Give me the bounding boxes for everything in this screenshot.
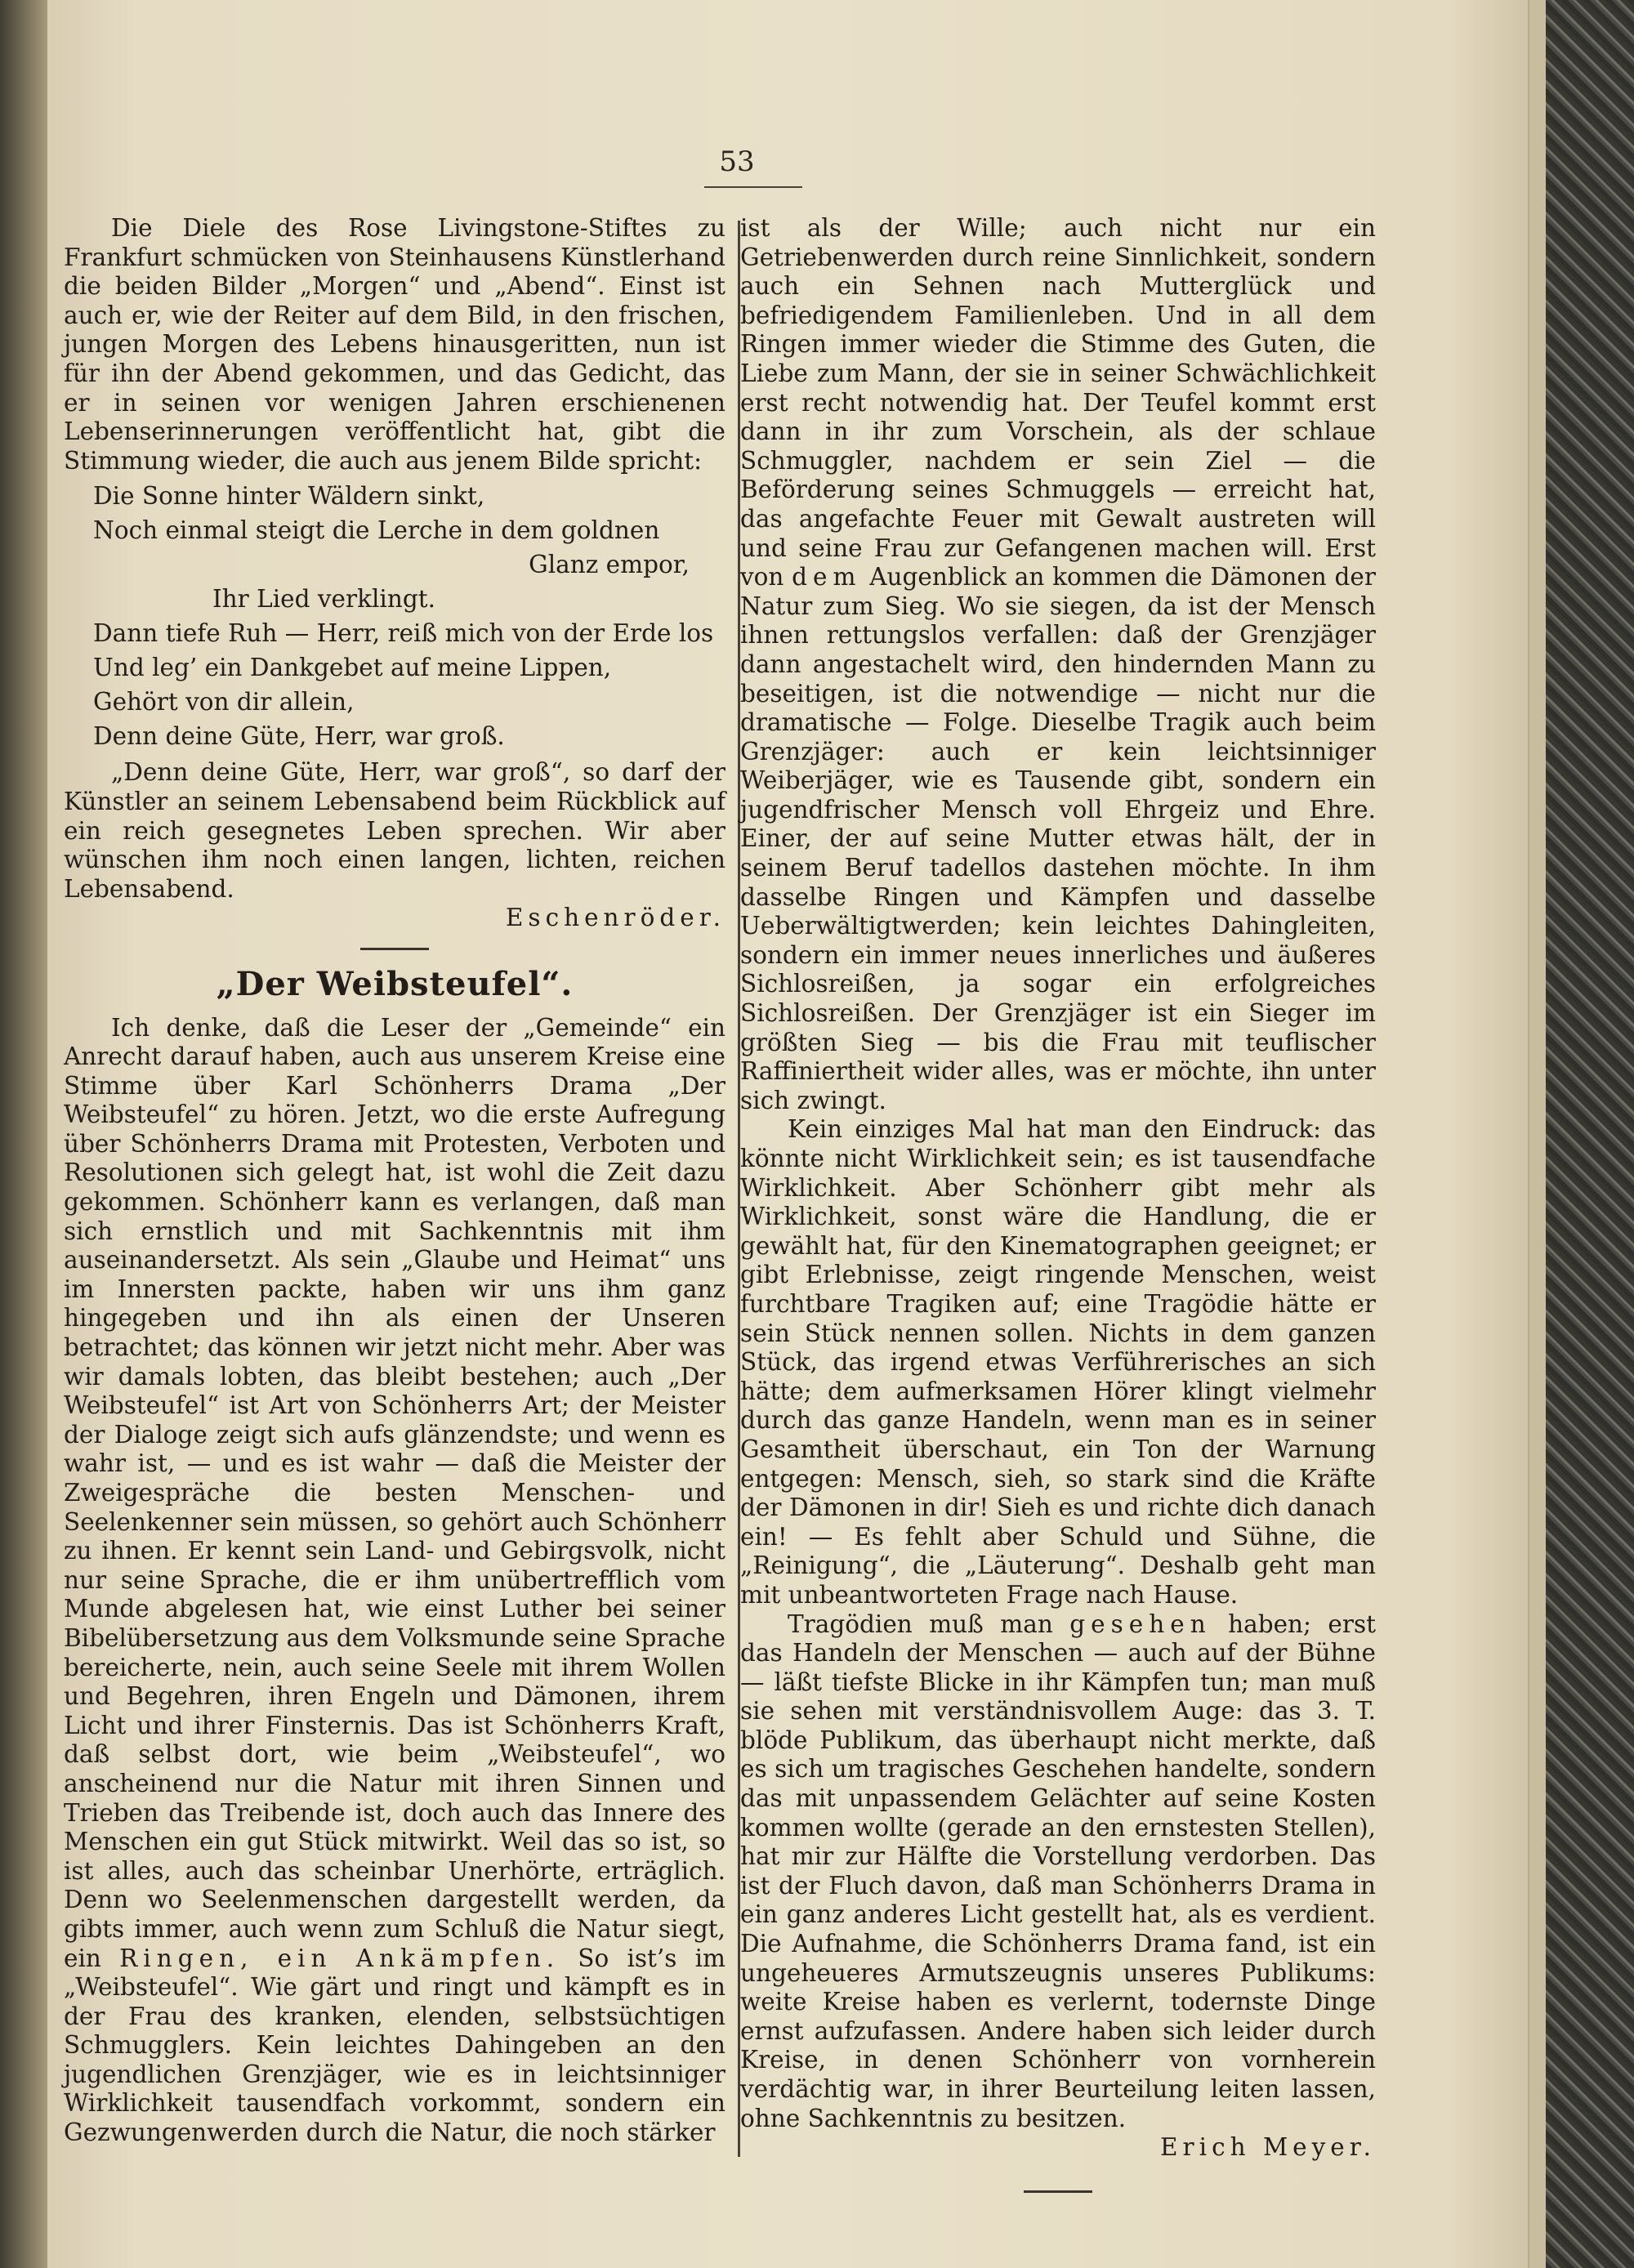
poem [64, 479, 725, 753]
book-binding [0, 0, 47, 2268]
poem-line: Glanz empor, [529, 551, 690, 579]
author-signature: Erich Meyer. [1160, 2133, 1376, 2162]
poem-line: Gehört von dir allein, [93, 688, 355, 717]
article-paragraph [64, 1014, 725, 2148]
paragraph-text: haben; erst das Handeln der Menschen — auch auf der Bühne — läßt tiefste Blicke in ihr Kämpfen tun; man muß sie sehen mit verständnisvollem Auge: das 3. T. blöde Publikum, das überhaupt nicht merkte, daß es sich um tragisches Geschehen handelte, sondern das mit unpassendem Gelächter auf seine Kosten kommen wollte (gerade an den ernstesten Stellen), hat mir zur Hälfte die Vorstellung verdorben. Das ist der Fluch davon, daß man Schönherrs Drama in ein ganz anderes Licht gestellt hat, als es verdient. Die Aufnahme, die Schönherrs Drama fand, ist ein ungeheueres Armutszeugnis unseres Publikums: weite Kreise haben es verlernt, todernste Dinge ernst aufzufassen. Andere haben sich leider durch Kreise, in denen Schönherr von vornherein verdächtig war, in ihrer Beurteilung leiten lassen, ohne Sachkenntnis zu besitzen. [740, 1609, 1376, 2132]
paragraph-text: ist als der Wille; auch nicht nur ein Getriebenwerden durch reine Sinnlichkeit, sondern auch ein Sehnen nach Mutterglück und befriedigendem Familienleben. Und in all dem Ringen immer wieder die Stimme des Guten, die Liebe zum Mann, der sie in seiner Schwächlichkeit erst recht notwendig hat. Der Teufel kommt erst dann in ihr zum Vorschein, als der schlaue Schmuggler, nachdem er sein Ziel — die Beförderung seines Schmuggels — erreicht hat, das angefachte Feuer mit Gewalt austreten will und seine Frau zur Gefangenen machen will. Erst von [740, 214, 1376, 592]
intro-paragraph: Die Diele des Rose Livingstone-Stiftes zu Frankfurt schmücken von Steinhausens Künstlerhand die beiden Bilder „Morgen“ und „Abend“. Einst ist auch er, wie der Reiter auf dem Bild, in den frischen, jungen Morgen des Lebens hinausgeritten, nun ist für ihn der Abend gekommen, und das Gedicht, das er in seinen vor wenigen Jahren erschienenen Lebenserinnerungen veröffentlicht hat, gibt die Stimmung wieder, die auch aus jenem Bilde spricht: [64, 214, 725, 475]
spaced-emphasis: dem [792, 563, 862, 592]
author-signature: Eschenröder. [505, 904, 725, 932]
paragraph: Kein einziges Mal hat man den Eindruck: das könnte nicht Wirklichkeit sein; es ist tausendfache Wirklichkeit. Aber Schönherr gibt mehr als Wirklichkeit, sonst wäre die Handlung, die er gewählt hat, für den Kinematographen geeignet; er gibt Erlebnisse, zeigt ringende Menschen, weist furchtbare Tragiken auf; eine Tragödie hätte er sein Stück nennen sollen. Nichts in dem ganzen Stück, das irgend etwas Verführerisches an sich hätte; dem aufmerksamen Hörer klingt vielmehr durch das ganze Handeln, wenn man es in seiner Gesamtheit überschaut, ein Ton der Warnung entgegen: Mensch, sieh, so stark sind die Kräfte der Dämonen in dir! Sieh es und richte dich danach ein! — Es fehlt aber Schuld und Sühne, die „Reinigung“, die „Läuterung“. Deshalb geht man mit unbeantworteten Frage nach Hause. [740, 1115, 1376, 1609]
poem-line: Und leg’ ein Dankgebet auf meine Lippen, [93, 654, 612, 682]
poem-line: Dann tiefe Ruh — Herr, reiß mich von der Erde los [93, 619, 714, 648]
spaced-emphasis: Ringen, ein Ankämpfen. [119, 1944, 560, 1972]
paragraph-text: Augenblick an kommen die Dämonen der Natur zum Sieg. Wo sie siegen, da ist der Mensch ihnen rettungslos verfallen: daß der Grenzjäger dann angestachelt wird, den hindernden Mann zu beseitigen, ist die notwendige — nicht nur die dramatische — Folge. Dieselbe Tragik auch beim Grenzjäger: auch er kein leichtsinniger Weiberjäger, wie es Tausende gibt, sondern ein jugendfrischer Mensch voll Ehrgeiz und Ehre. Einer, der auf seine Mutter etwas hält, der in seinem Beruf tadellos dastehen möchte. In ihm dasselbe Ringen und Kämpfen und dasselbe Ueberwältigtwerden; kein leichtes Dahingleiten, sondern ein immer neues innerliches und äußeres Sichlosreißen, ja sogar ein erfolgreiches Sichlosreißen. Der Grenzjäger ist ein Sieger im größten Sieg — bis die Frau mit teuflischer Raffiniertheit wider alles, was er möchte, ihn unter sich zwingt. [740, 563, 1376, 1114]
paragraph [740, 1610, 1376, 2163]
article-title: „Der Weibsteufel“. [216, 964, 574, 1003]
end-divider [1024, 2190, 1092, 2193]
closing-text: „Denn deine Güte, Herr, war groß“, so darf der Künstler an seinem Lebensabend beim Rückblick auf ein reich gesegnetes Leben sprechen. Wir aber wünschen ihm noch einen langen, lichten, reichen Lebensabend. [64, 758, 725, 903]
section-divider [360, 948, 429, 950]
continued-paragraph [740, 214, 1376, 1115]
spaced-emphasis: gesehen [1069, 1609, 1212, 1638]
closing-paragraph [64, 758, 725, 933]
poem-line: Noch einmal steigt die Lerche in dem goldnen [93, 516, 660, 545]
article-text: Ich denke, daß die Leser der „Gemeinde“ ein Anrecht darauf haben, auch aus unserem Kreise eine Stimme über Karl Schönherrs Drama „Der Weibsteufel“ zu hören. Jetzt, wo die erste Aufregung über Schönherrs Drama mit Protesten, Verboten und Resolutionen sich gelegt hat, ist wohl die Zeit dazu gekommen. Schönherr kann es verlangen, daß man sich ernstlich und mit Sachkenntnis mit ihm auseinandersetzt. Als sein „Glaube und Heimat“ uns im Innersten packte, haben wir uns ihm ganz hingegeben und ihn als einen der Unseren betrachtet; das können wir jetzt nicht mehr. Aber was wir damals lobten, das bleibt bestehen; auch „Der Weibsteufel“ ist Art von Schönherrs Art; der Meister der Dialoge zeigt sich aufs glänzendste; und wenn es wahr ist, — und es ist wahr — daß die Meister der Zweigesprächе die besten Menschen- und Seelenkenner sein müssen, so gehört auch Schönherr zu ihnen. Er kennt sein Land- und Gebirgsvolk, nicht nur seine Sprache, die er ihm unübertrefflich vom Munde abgelesen hat, wie einst Luther bei seiner Bibelübersetzung aus dem Volksmunde seine Sprache bereicherte, nein, auch seine Seele mit ihrem Wollen und Begehren, ihren Engeln und Dämonen, ihrem Licht und ihrer Finsternis. Das ist Schönherrs Kraft, daß selbst dort, wie beim „Weibsteufel“, wo anscheinend nur die Natur mit ihren Sinnen und Trieben das Treibende ist, doch auch das Innere des Menschen ein gut Stück mitwirkt. Weil das so ist, so ist alles, auch das scheinbar Unerhörte, erträglich. Denn wo Seelenmenschen dargestellt werden, da gibts immer, auch wenn zum Schluß die Natur siegt, ein [64, 1013, 725, 1972]
article-text-tail: So ist’s im „Weibsteufel“. Wie gärt und ringt und kämpft es in der Frau des kranken, elenden, selbstsüchtigen Schmugglers. Kein leichtes Dahingeben an den jugendlichen Grenzjäger, wie es in leichtsinniger Wirklichkeit tausendfach vorkommt, sondern ein Gezwungenwerden durch die Natur, die noch stärker [64, 1944, 725, 2147]
poem-line: Ihr Lied verklingt. [212, 585, 435, 614]
paragraph-text: Tragödien muß man [788, 1609, 1053, 1638]
poem-line: Denn deine Güte, Herr, war groß. [93, 722, 505, 751]
right-column [740, 214, 1376, 2193]
left-column [64, 214, 725, 2148]
page-number: 53 [719, 145, 755, 178]
poem-line: Die Sonne hinter Wäldern sinkt, [93, 482, 485, 511]
page-number-rule [704, 186, 802, 188]
marbled-cover [1546, 0, 1634, 2268]
page-edge [1528, 0, 1547, 2268]
